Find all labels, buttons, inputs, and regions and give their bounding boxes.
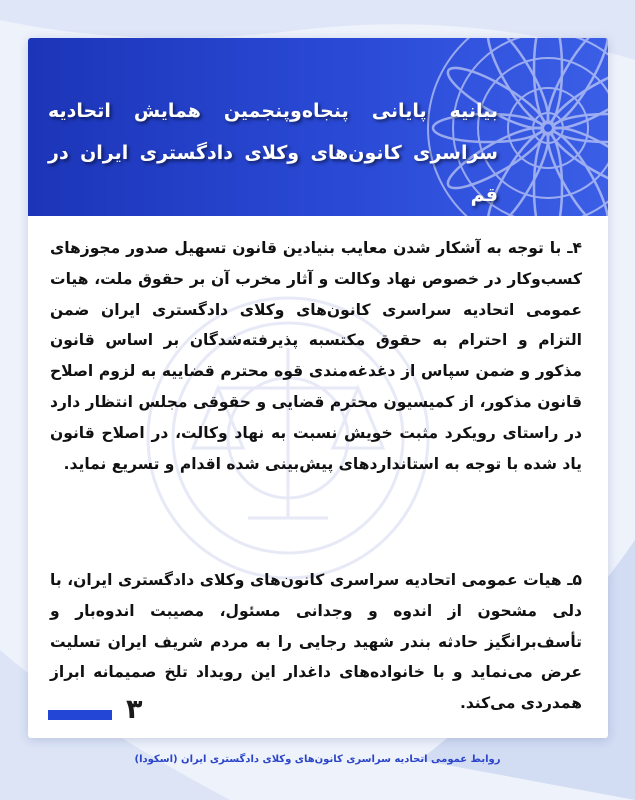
page-number-bar [48, 710, 112, 720]
footer-credit: روابط عمومی اتحادیه سراسری کانون‌های وکلای دادگستری ایران (اسکودا) [134, 754, 501, 765]
paragraph-5: ۵ـ هیات عمومی اتحادیه سراسری کانون‌های وکلای دادگستری ایران، با دلی مشحون از اندوه و وجدانی مسئول، مصیبت اندوه‌بار و تأسف‌برانگیز حادثه بندر شهید رجایی را به مردم شریف ایران تسلیت عرض می‌نماید و با خانواده‌های داغدار این رویداد تلخ صمیمانه ابراز همدردی می‌کند. [50, 571, 582, 713]
title-banner [28, 38, 608, 216]
document-card [28, 38, 608, 738]
paragraph-4: ۴ـ با توجه به آشکار شدن معایب بنیادین قانون تسهیل صدور مجوزهای کسب‌وکار در خصوص نهاد وکالت و آثار مخرب آن بر حقوق ملت، هیات عمومی اتحادیه سراسری کانون‌های وکلای دادگستری ایران ضمن التزام و احترام به حقوق مکتسبه پذیرفته‌شدگان بر اساس قانون مذکور و ضمن سپاس از دغدغه‌مندی قوه محترم قضاییه به لزوم اصلاح قانون مذکور، از کمیسیون محترم قضایی و حقوقی مجلس انتظار دارد در راستای رویکرد مثبت خویش نسبت به نهاد وکالت، در اصلاح قانون یاد شده با توجه به استانداردهای پیش‌بینی شده اقدام و تسریع نماید. [50, 239, 582, 473]
page-number: ۳ [126, 694, 143, 725]
page-title: بیانیه پایانی پنجاه‌وپنجمین همایش اتحادیه سراسری کانون‌های وکلای دادگستری ایران در قم [48, 100, 498, 206]
